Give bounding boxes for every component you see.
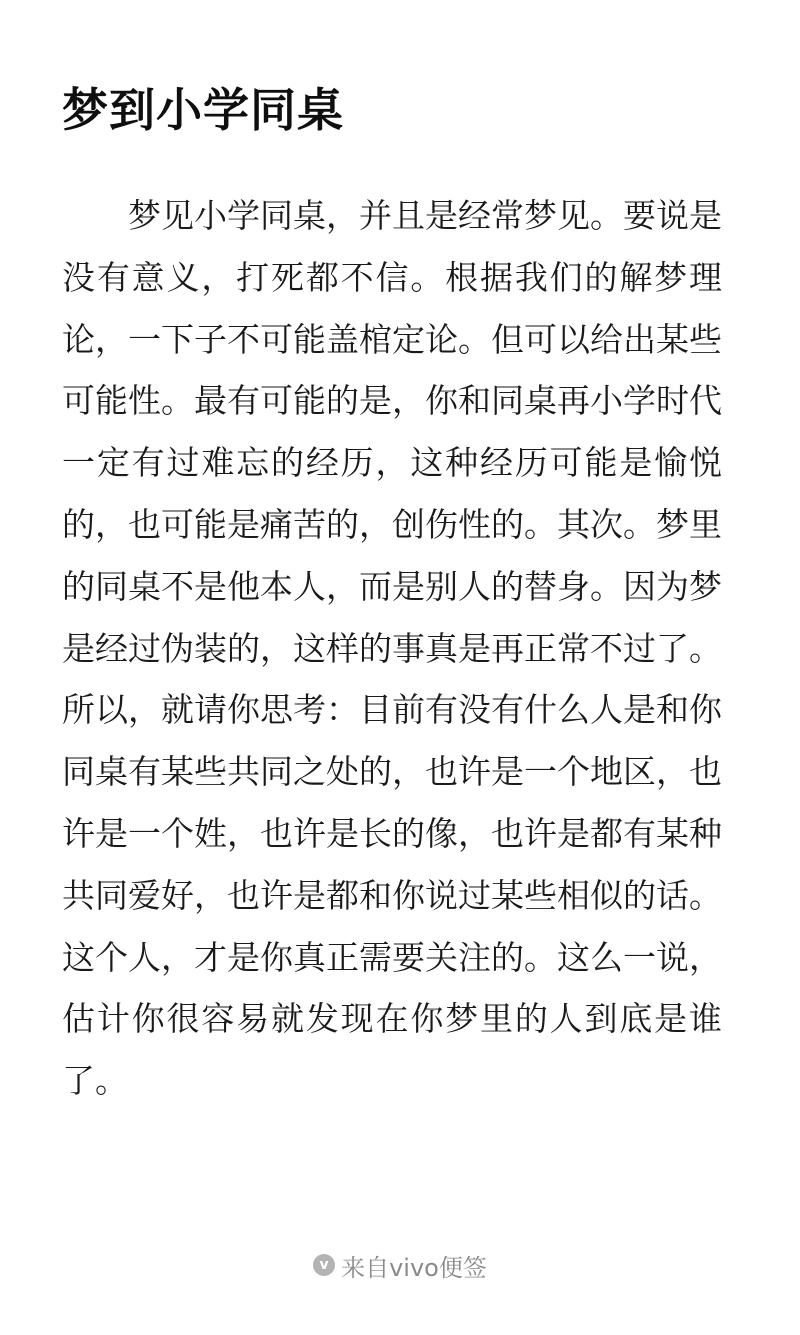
note-title: 梦到小学同桌	[62, 83, 344, 137]
note-content	[62, 78, 722, 1112]
note-source-footer	[0, 1248, 800, 1282]
footer-source-label: 来自vivo便签	[341, 1253, 487, 1282]
vivo-logo-icon: v	[313, 1254, 335, 1276]
note-body: 梦见小学同桌，并且是经常梦见。要说是没有意义，打死都不信。根据我们的解梦理论，一下子不可能盖棺定论。但可以给出某些可能性。最有可能的是，你和同桌再小学时代一定有过难忘的经历，这种经历可能是愉悦的，也可能是痛苦的，创伤性的。其次。梦里的同桌不是他本人，而是别人的替身。因为梦是经过伪装的，这样的事真是再正常不过了。所以，就请你思考：目前有没有什么人是和你同桌有某些共同之处的，也许是一个地区，也许是一个姓，也许是长的像，也许是都有某种共同爱好，也许是都和你说过某些相似的话。这个人，才是你真正需要关注的。这么一说，估计你很容易就发现在你梦里的人到底是谁了。	[62, 196, 722, 1101]
